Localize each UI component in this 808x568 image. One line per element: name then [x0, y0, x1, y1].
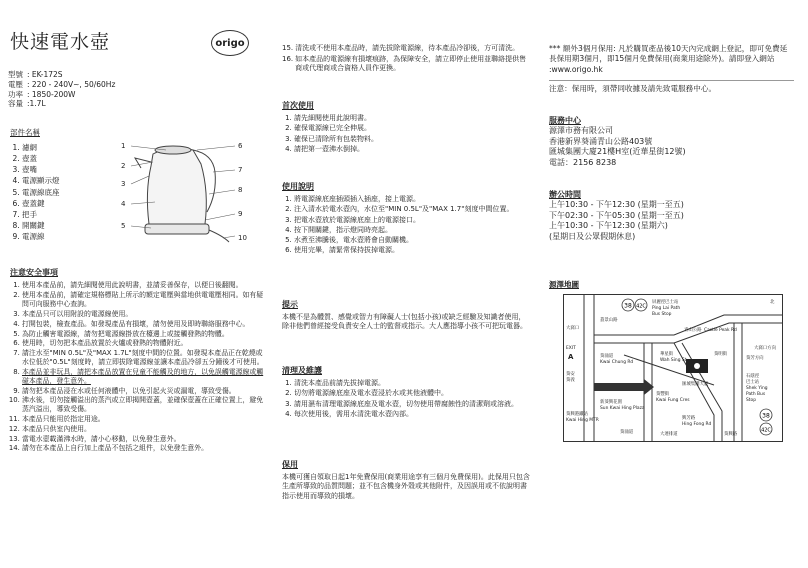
callout-1: 1 [121, 142, 126, 150]
map-label: 葵明街 [714, 352, 728, 357]
cleaning-list [282, 379, 532, 418]
spec-value: :1.7L [27, 99, 46, 109]
bus-badge-top [622, 299, 647, 311]
spec-value: : 1850-200W [27, 89, 76, 99]
column-1 [6, 0, 268, 568]
safety-item: 3. 本產品只可以用附設的電源線使用。 [22, 310, 268, 319]
map-label: 葵芳方向 [746, 356, 764, 361]
service-line: 香港新界葵涌青山公路403號 [549, 136, 653, 146]
cleaning-item: 3. 請用濕布清理電源線底座及電水壺，切勿使用帶腐蝕性的清潔劑或溶液。 [294, 400, 532, 409]
map-label: 巴士站 [746, 380, 760, 385]
mtr-route-arrow [594, 379, 654, 395]
map-label: 葵涌道 [600, 354, 614, 359]
first-use-section [282, 101, 532, 155]
part-item: 1. 濾網 [22, 143, 60, 153]
safety-continued [282, 44, 532, 73]
destination-marker [686, 359, 708, 373]
extended-warranty-promo: *** 額外3個月保用: 凡於購買產品後10天內完成網上登記，即可免費延長保用期3個月，即15個月免費保用(商業用途除外)。請即登入網站 :www.origo.hk [549, 44, 788, 74]
warranty-attention: 注意：保用時，須帶同收據及請先致電服務中心。 [549, 84, 717, 93]
kettle-diagram [111, 132, 261, 250]
safety-item: 12. 本產品只供室內使用。 [22, 425, 268, 434]
safety-item: 1. 使用本產品前，請先細閱使用此說明書，並請妥善保存，以便日後翻閱。 [22, 281, 268, 290]
map-label: Castle Peak Rd [704, 328, 737, 333]
map-label: 葵安 [566, 372, 575, 377]
part-item: 7. 把手 [22, 210, 60, 220]
callout-5: 5 [121, 222, 126, 230]
map-label: 大連排道 [660, 432, 678, 437]
safety-item: 11. 本產品只能用於指定用途。 [22, 415, 268, 424]
usage-section [282, 182, 532, 256]
map-label: Wah Sing St [660, 358, 687, 363]
item-number: 15. [282, 44, 294, 52]
spec-label: 型號 [8, 70, 23, 79]
first-use-item: 4. 請把第一壺沸水倒掉。 [294, 145, 532, 154]
map-label: 匯城集團大廈 [682, 382, 709, 387]
usage-item: 5. 水煮至沸騰後，電水壺將會自動關機。 [294, 236, 532, 245]
map-label: Ping Lai Path [652, 306, 681, 311]
service-line: 匯城集團大廈21樓H室(近華星街12號) [549, 147, 686, 157]
spec-value: : EK-172S [27, 70, 63, 79]
callout-3: 3 [121, 180, 126, 188]
cleaning-item: 2. 切勿將電源線底座及電水壺浸於水或其他液體中。 [294, 389, 532, 398]
map-label: Path Bus [746, 392, 766, 397]
map-label: 葵興路 [724, 432, 738, 437]
map-label: Sun Kwai Hing Plaza [600, 406, 645, 411]
spec-label: 容量 [8, 99, 23, 109]
hours-line: 上午10:30 - 下午12:30 (星期六) [549, 221, 668, 231]
map-label: 華星街 [660, 352, 674, 357]
callout-6: 6 [238, 142, 243, 150]
callout-8: 8 [238, 186, 243, 194]
cleaning-section [282, 366, 532, 420]
hours-line: (星期日及公眾假期休息) [549, 231, 636, 241]
column-2 [282, 0, 538, 568]
safety-item [282, 44, 532, 53]
parts-title: 部件名稱 [10, 128, 40, 137]
parts-list [10, 143, 60, 243]
hours-line: 上午10:30 - 下午12:30 (星期一至五) [549, 200, 684, 210]
spec-table [8, 70, 119, 109]
safety-item: 9. 請勿把本產品浸在水或任何液體中，以免引起火災或漏電，導致受傷。 [22, 387, 268, 396]
column-3 [549, 0, 801, 568]
spec-value: : 220 - 240V~, 50/60Hz [27, 79, 116, 89]
item-number: 16. [282, 55, 294, 64]
safety-section [10, 268, 268, 454]
spec-label: 功率 [8, 89, 23, 99]
notice-text: 本機不是為體質、感覺或智力有障礙人士(包括小孩)或缺乏經驗及知識者使用，除非他們曾經接受負責安全人士的監督或指示。大人應指導小孩不可把玩電器。 [282, 313, 527, 331]
map-label: EXIT [566, 346, 576, 351]
map-label: 葵興港鐵站 [566, 412, 588, 417]
map-label: 荔景山路 [600, 318, 618, 323]
map-title: 源澤地圖 [549, 280, 579, 289]
map-label: 大窩口 [566, 326, 580, 331]
map-exit-letter: A [568, 353, 574, 361]
first-use-item: 1. 請先細閱使用此說明書。 [294, 114, 532, 123]
usage-item: 4. 按下開關鍵，指示燈同時亮起。 [294, 226, 532, 235]
part-item: 5. 電源線底座 [22, 188, 60, 198]
safety-item: 7. 請注水至"MIN 0.5L"及"MAX 1.7L"刻度中間的位置。如發現本產品正在乾燒或水位低於"0.5L"刻度時，請立即拔除電源線並讓本產品冷卻五分鐘後才可使用。 [22, 349, 268, 367]
safety-item: 10. 沸水後，切勿接觸溢出的蒸汽或立即揭開壺蓋，並確保壺蓋在正確位置上，避免蒸汽溢出，導致受傷。 [22, 396, 268, 414]
part-item: 9. 電源線 [22, 232, 60, 242]
cleaning-title: 清理及維護 [282, 366, 322, 375]
usage-list [282, 195, 532, 255]
usage-title: 使用說明 [282, 182, 314, 191]
warranty-text: 本機可獲自領取日起1年免費保用(商業用途享有三個月免費保用)。此保用只包含生產所導致的品質問題；並不包含機身外殼或其他附件，及因誤用或不依說明書指示使用而導致的損壞。 [282, 473, 530, 500]
map-label: 興芳路 [682, 416, 696, 421]
usage-item: 2. 注入清水於電水壺內，水位至"MIN 0.5L"及"MAX 1.7"刻度中間位置。 [294, 205, 532, 214]
office-hours [549, 190, 794, 242]
part-item: 2. 壺蓋 [22, 154, 60, 164]
callout-10: 10 [238, 234, 247, 242]
location-map [563, 294, 783, 442]
part-item: 6. 壺蓋鍵 [22, 199, 60, 209]
map-label: Shek Ying [746, 386, 768, 391]
bus-42c-label: 42C [636, 303, 646, 310]
safety-item: 4. 打開包裝，檢查產品。如發現產品有損壞，請勿使用及即時聯絡服務中心。 [22, 320, 268, 329]
notice-title: 提示 [282, 300, 298, 309]
spec-row [8, 90, 119, 100]
map-labels [566, 298, 777, 437]
cleaning-item: 4. 每次使用後，需用水清洗電水壺內部。 [294, 410, 532, 419]
safety-title: 注意安全事項 [10, 268, 58, 277]
bus-38-label: 38 [762, 412, 770, 420]
spec-row [8, 99, 119, 109]
callout-7: 7 [238, 166, 243, 174]
map-label: Kwai Hing MTR [566, 418, 599, 423]
callout-4: 4 [121, 200, 126, 208]
map-label: Bus Stop [652, 312, 672, 317]
part-item: 4. 電源顯示燈 [22, 176, 60, 186]
bus-42c-label: 42C [761, 427, 771, 434]
safety-item: 6. 使用時，切勿把本產品放置於火爐或發熱的物體附近。 [22, 339, 268, 348]
safety-item: 14. 請勿在本產品上自行加上產品不包括之組件，以免發生意外。 [22, 444, 268, 453]
part-item: 8. 開關鍵 [22, 221, 60, 231]
safety-item: 13. 當電水壺載滿沸水時，請小心移動，以免發生意外。 [22, 435, 268, 444]
first-use-title: 首次使用 [282, 101, 314, 110]
safety-list [10, 281, 268, 453]
map-label: 新葵興花園 [600, 400, 622, 405]
cleaning-item: 1. 清洗本產品前請先拔掉電源。 [294, 379, 532, 388]
map-label: 青山公路 [684, 328, 702, 333]
map-label: 大窩口方向 [754, 346, 776, 351]
map-label: 葵義 [566, 378, 575, 383]
map-label: Hing Fong Rd [682, 422, 712, 427]
first-use-list [282, 114, 532, 153]
brand-logo: origo [211, 30, 249, 56]
first-use-item: 2. 確保電源線已完全伸展。 [294, 124, 532, 133]
first-use-item: 3. 確保已清除所有包裝物料。 [294, 135, 532, 144]
item-text: 如本產品的電源線有損壞痕跡，為保障安全，請立即停止使用並聯絡提供售商或代理商或合資格人員作更換。 [295, 55, 527, 73]
callout-9: 9 [238, 210, 243, 218]
service-phone: 電話：2156 8238 [549, 157, 617, 167]
map-label: 北 [770, 300, 775, 305]
item-text: 清洗或不使用本產品時，請先拔除電源線，待本產品冷卻後，方可清洗。 [295, 44, 520, 52]
hours-line: 下午02:30 - 下午05:30 (星期一至五) [549, 210, 684, 220]
notice-section [282, 300, 532, 332]
usage-item: 1. 將電源線底座插頭插入插座，接上電源。 [294, 195, 532, 204]
service-line: 源澤市務有限公司 [549, 126, 613, 136]
map-label: Stop [746, 398, 756, 403]
safety-item: 2. 使用本產品前，請確定規格標貼上所示的額定電壓與當地供電電壓相同。如有疑問可向服務中心查詢。 [22, 291, 268, 309]
map-label: Kwai Fung Cres [656, 398, 690, 403]
map-label: 石蔭徑 [746, 374, 760, 379]
hours-title: 辦公時間 [549, 190, 581, 199]
safety-item [282, 55, 532, 73]
spec-label: 電壓 [8, 79, 23, 89]
bus-38-label: 38 [624, 302, 632, 310]
warranty-section [282, 460, 532, 501]
product-title: 快速電水壺 [10, 31, 111, 53]
map-label: 屏麗徑巴士站 [652, 300, 679, 305]
service-centre [549, 116, 794, 168]
spec-row [8, 70, 119, 80]
safety-item: 5. 為防止觸害電源線，請勿把電源線掛放在檯邊上或接觸發熱的物體。 [22, 330, 268, 339]
spec-row [8, 80, 119, 90]
map-label: Kwai Chung Rd [600, 360, 634, 365]
divider [549, 80, 794, 81]
map-label: 葵涌道 [620, 430, 634, 435]
usage-item: 3. 把電水壺放於電源線底座上的電源接口。 [294, 216, 532, 225]
callout-2: 2 [121, 162, 126, 170]
usage-item: 6. 使用完畢，請緊常保持拔掉電源。 [294, 246, 532, 255]
map-label: 葵豐街 [656, 392, 670, 397]
bus-badge-right [760, 409, 772, 435]
safety-item-warning: 8. 本產品並非玩具，請把本產品放置在兒童不能觸及的地方，以免誤觸電源線或觸碰本產品，發生意外。 [22, 368, 268, 386]
service-title: 服務中心 [549, 116, 581, 125]
warranty-title: 保用 [282, 460, 298, 469]
part-item: 3. 壺嘴 [22, 165, 60, 175]
